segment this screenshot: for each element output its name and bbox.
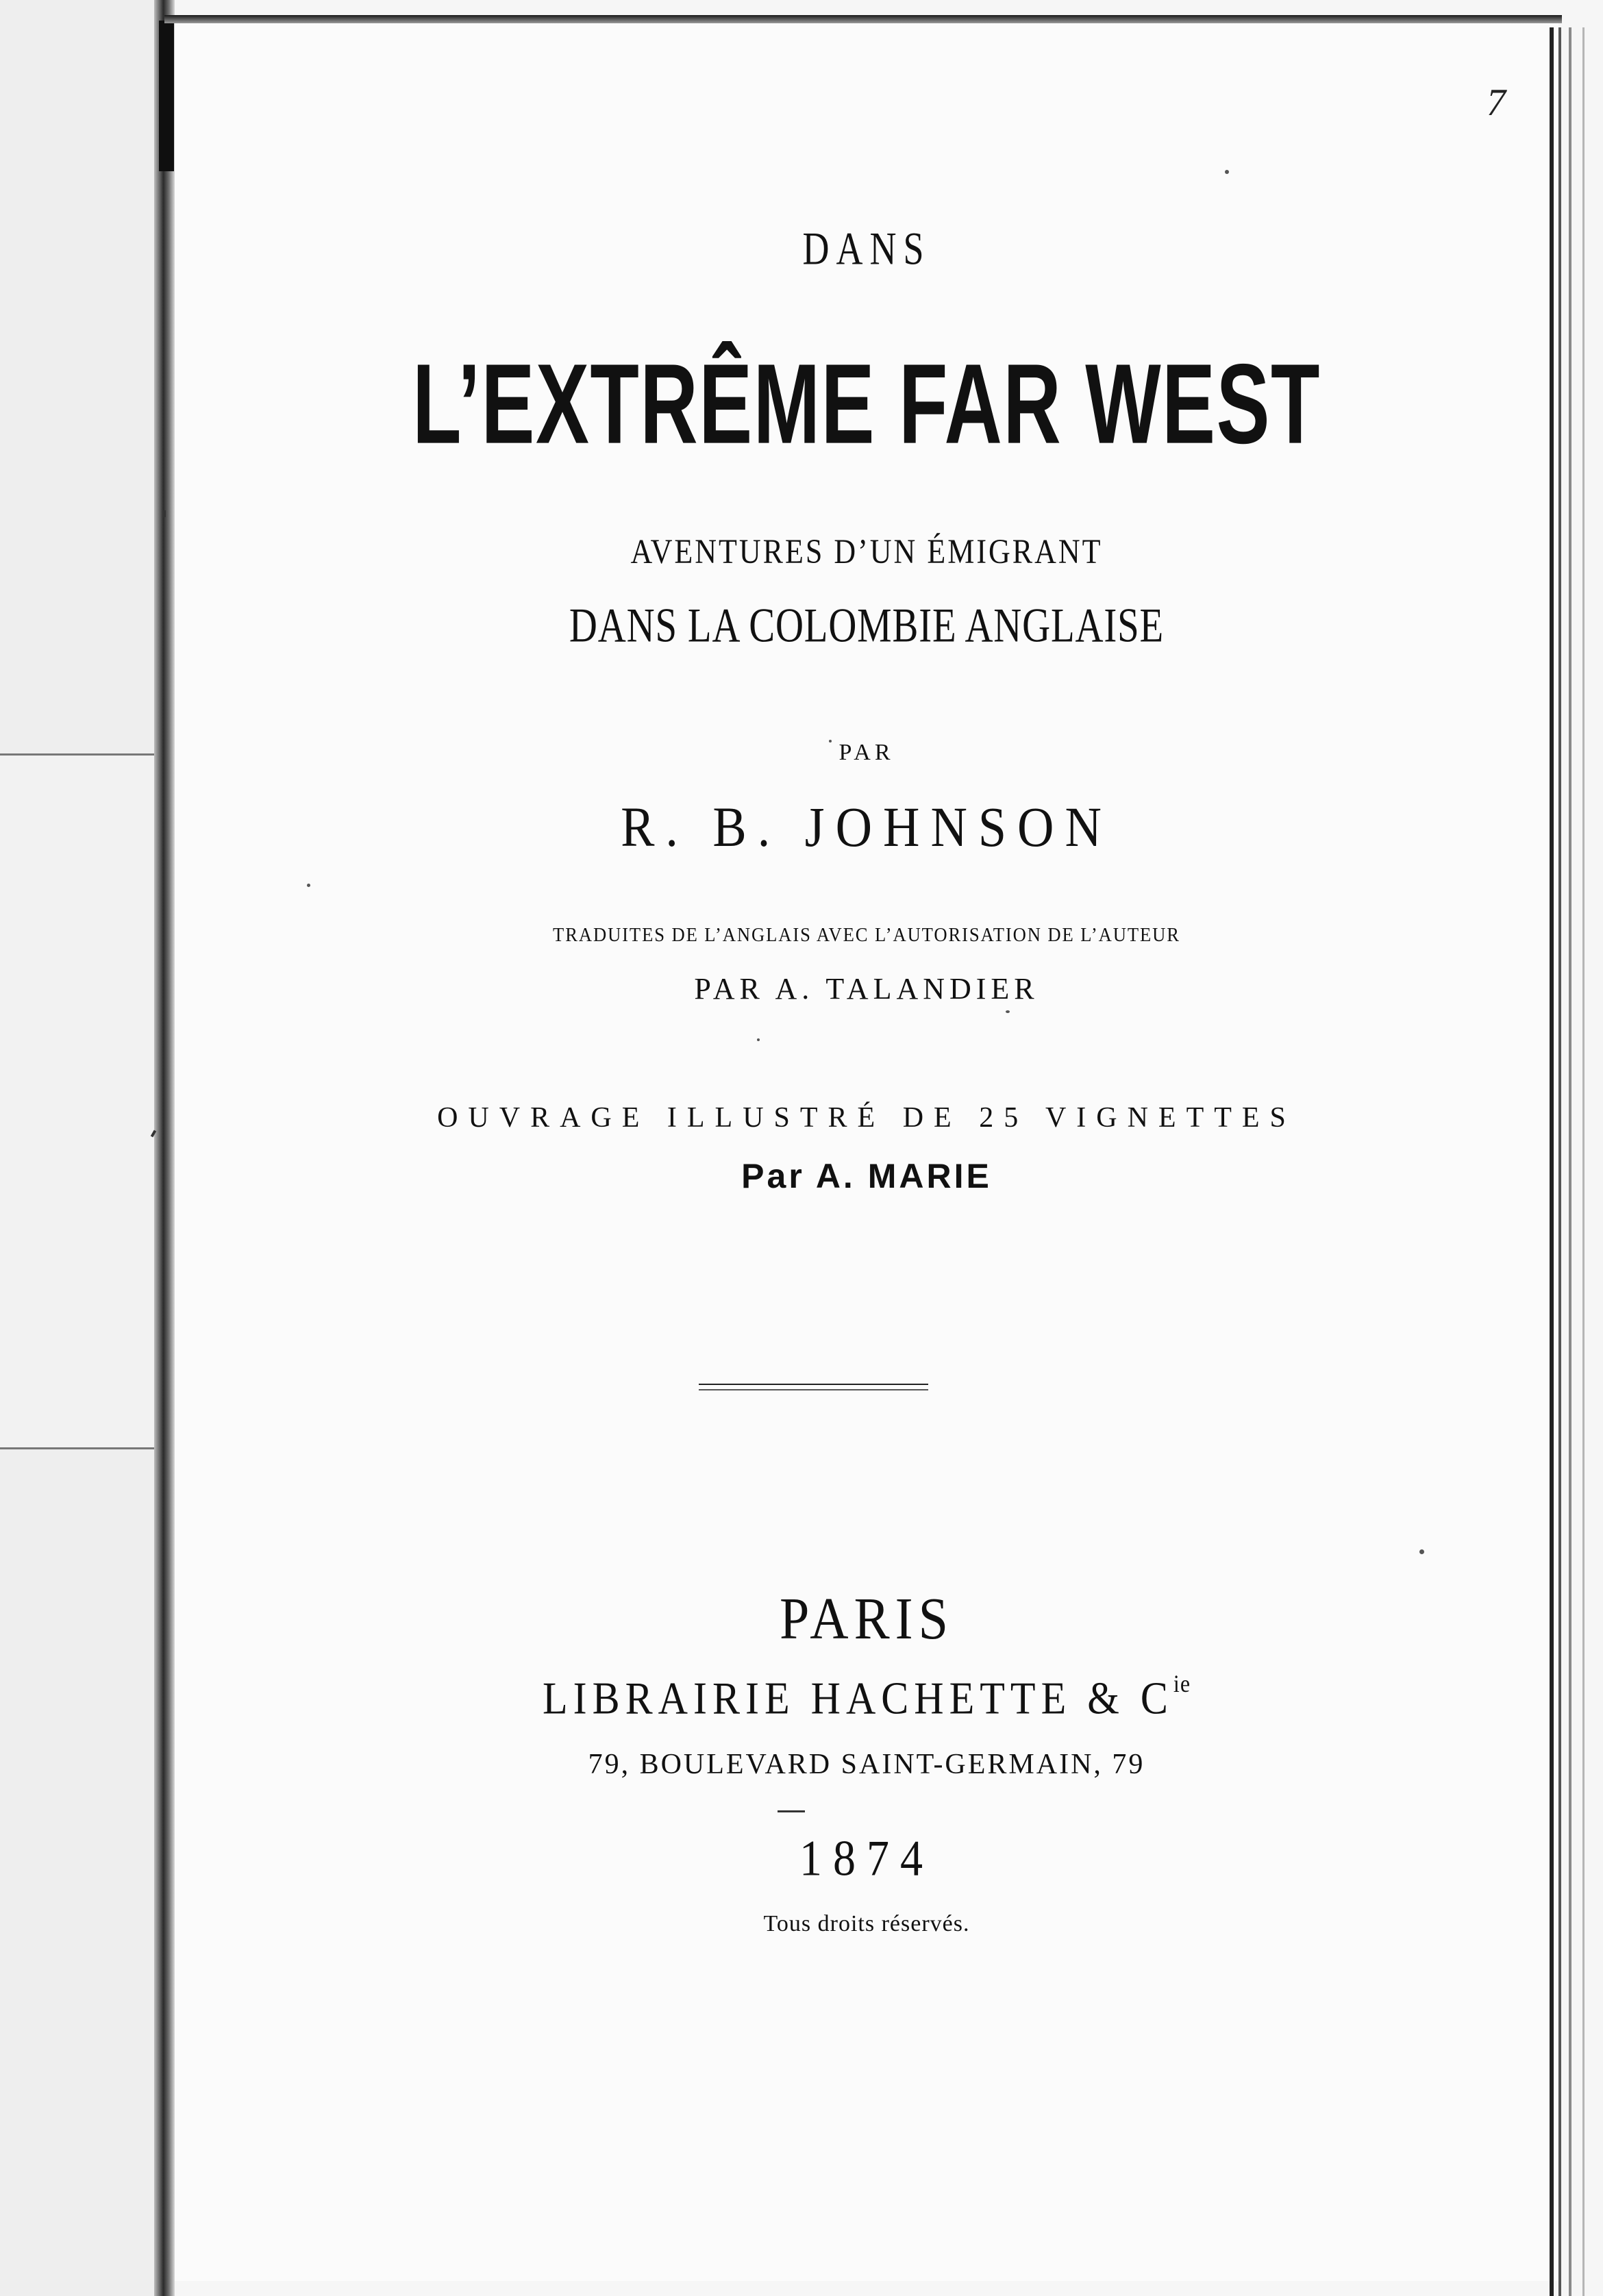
illustrator-name: Par A. MARIE <box>741 1157 992 1195</box>
translation-note: TRADUITES DE L’ANGLAIS AVEC L’AUTORISATION DE L’AUTEUR <box>553 925 1180 946</box>
paper-speck <box>829 740 832 743</box>
imprint-city: PARIS <box>780 1584 954 1652</box>
page-top-edge <box>164 15 1562 23</box>
imprint-year: 1874 <box>799 1830 934 1887</box>
imprint-publisher <box>175 1670 1558 1725</box>
publisher-name: LIBRAIRIE HACHETTE & C <box>542 1673 1173 1724</box>
book-title: L’EXTRÊME FAR WEST <box>412 340 1321 468</box>
paper-speck <box>1225 170 1229 174</box>
by-label: PAR <box>838 740 895 765</box>
binding-shadow-dark <box>159 21 174 171</box>
subtitle-line-1: AVENTURES D’UN ÉMIGRANT <box>630 532 1103 571</box>
short-separator-rule <box>778 1810 805 1812</box>
subtitle-line-2: DANS LA COLOMBIE ANGLAISE <box>569 599 1165 653</box>
translator-name: PAR A. TALANDIER <box>694 972 1039 1006</box>
page-right-edge <box>1569 27 1571 2296</box>
paper-speck <box>1419 1549 1424 1554</box>
page-right-edge <box>1582 27 1585 2296</box>
publisher-suffix: ie <box>1173 1669 1191 1697</box>
separator-rule <box>699 1384 928 1390</box>
paper-speck <box>757 1038 760 1041</box>
pre-title: DANS <box>802 223 931 275</box>
binding-shadow <box>154 0 175 2296</box>
illustration-note: OUVRAGE ILLUSTRÉ DE 25 VIGNETTES <box>437 1102 1296 1134</box>
paper-speck <box>1006 1010 1010 1013</box>
rights-notice: Tous droits réservés. <box>763 1911 970 1936</box>
imprint-address: 79, BOULEVARD SAINT-GERMAIN, 79 <box>588 1749 1145 1780</box>
author-name: R. B. JOHNSON <box>621 796 1113 859</box>
page-number: 7 <box>1487 82 1506 124</box>
paper-speck <box>307 884 310 887</box>
binding-mark <box>163 510 166 517</box>
page-right-edge <box>1558 27 1561 2296</box>
